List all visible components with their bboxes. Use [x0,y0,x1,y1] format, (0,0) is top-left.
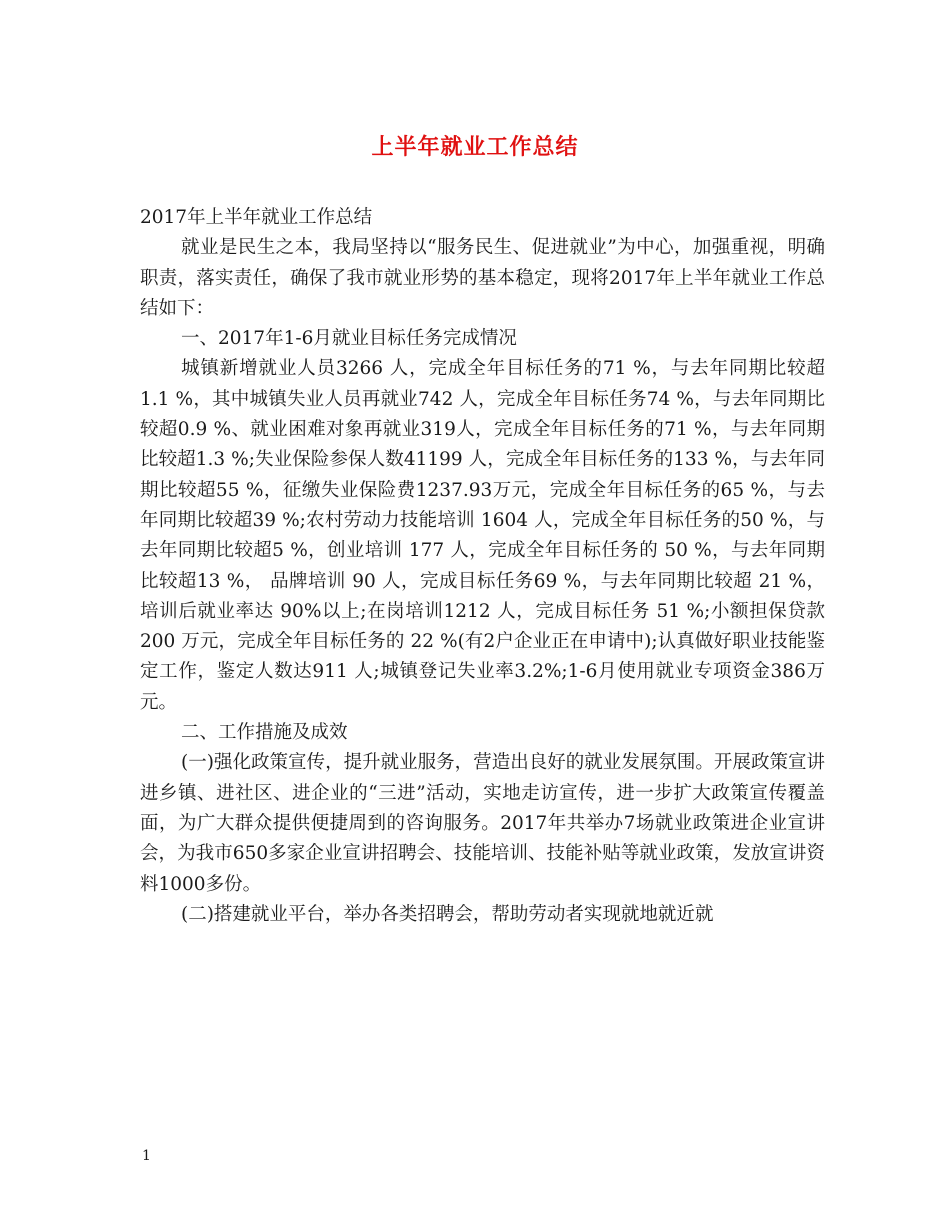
statistics-paragraph: 城镇新增就业人员3266 人，完成全年目标任务的71 %，与去年同期比较超1.1 %，其中城镇失业人员再就业742 人，完成全年目标任务74 %，与去年同期比较超0.9 %、就业困难对象再就业319人，完成全年目标任务的71 %，与去年同期比较超1.3 %;失业保险参保人数41199 人，完成全年目标任务的133 %，与去年同期比较超55 %，征缴失业保险费1237.93万元，完成全年目标任务的65 %，与去年同期比较超39 %;农村劳动力技能培训 1604 人，完成全年目标任务的50 %，与去年同期比较超5 %，创业培训 177 人，完成全年目标任务的 50 %，与去年同期比较超13 %， 品牌培训 90 人，完成目标任务69 %，与去年同期比较超 21 %，培训后就业率达 90%以上;在岗培训1212 人，完成目标任务 51 %;小额担保贷款 200 万元，完成全年目标任务的 22 %(有2户企业正在申请中);认真做好职业技能鉴定工作，鉴定人数达911 人;城镇登记失业率3.2%;1-6月使用就业专项资金386万元。 [140,358,825,713]
section-heading-1: 一、2017年1-6月就业目标任务完成情况 [181,328,517,350]
document-body [140,203,825,930]
section-heading-2: 二、工作措施及成效 [181,722,348,744]
measure-paragraph-2: (二)搭建就业平台，举办各类招聘会，帮助劳动者实现就地就近就 [181,903,714,925]
measure-paragraph-1: (一)强化政策宣传，提升就业服务，营造出良好的就业发展氛围。开展政策宣讲进乡镇、进社区、进企业的“三进”活动，实地走访宣传，进一步扩大政策宣传覆盖面，为广大群众提供便捷周到的咨询服务。2017年共举办7场就业政策进企业宣讲会，为我市650多家企业宣讲招聘会、技能培训、技能补贴等就业政策，发放宣讲资料1000多份。 [140,752,825,895]
subtitle-line: 2017年上半年就业工作总结 [140,207,373,228]
page-number: 1 [142,1148,151,1164]
document-title: 上半年就业工作总结 [371,134,579,160]
intro-paragraph: 就业是民生之本，我局坚持以“服务民生、促进就业”为中心，加强重视，明确职责，落实责任，确保了我市就业形势的基本稳定，现将2017年上半年就业工作总结如下： [140,237,825,319]
